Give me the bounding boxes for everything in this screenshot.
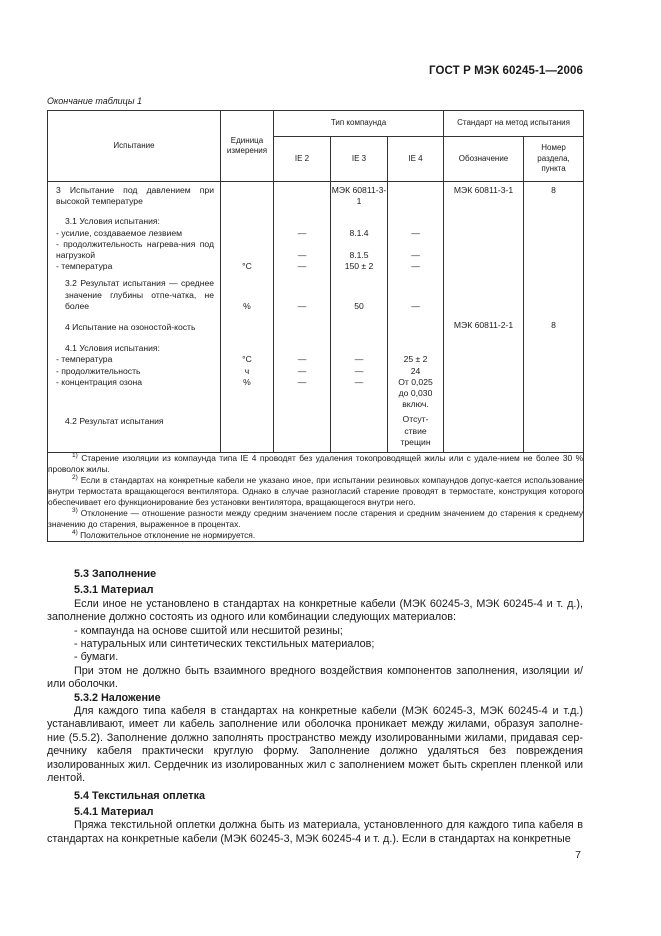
header-designation: Обозначение: [444, 137, 524, 182]
list-item: - бумаги.: [74, 651, 119, 664]
subsection-heading: 5.4.1 Материал: [74, 805, 154, 818]
table-row: 4.1 Условия испытания:: [48, 341, 584, 354]
table-row: - температура °С — 150 ± 2 —: [48, 261, 584, 272]
body-text: [47, 568, 583, 846]
note: $^{3)}$ Отклонение — отношение разности между средним значением после старения и средним значением до старения к среднему значению до старения, выраженное в процентах.: [48, 506, 584, 529]
page-number: 7: [575, 849, 581, 861]
header-standard: Стандарт на метод испытания: [444, 111, 584, 137]
table-row: - усилие, создаваемое лезвием — 8.1.4 —: [48, 228, 584, 239]
list-item: - компаунда на основе сшитой или несшитой резины;: [74, 624, 343, 637]
note: $^{2)}$ Если в стандартах на конкретные кабели не указано иное, при испытании резиновых компаундов допус-кается использование внутри термостата вращающегося вентилятора. Однако в случае разногласий старение проводят в термостате, конструкция которого обеспечивает его функционирование без установки вентилятора, вращающегося внутри него.: [48, 473, 584, 507]
table-caption: Окончание таблицы 1: [47, 96, 142, 106]
test-table: [47, 110, 584, 542]
paragraph: При этом не должно быть взаимного вредного воздействия компонентов заполнения, изоляции и/или оболочки.: [47, 664, 583, 691]
table-row: - продолжительность нагрева-ния под нагрузкой — 8.1.5 —: [48, 239, 584, 261]
document-header: ГОСТ Р МЭК 60245-1—2006: [429, 65, 583, 77]
table-row: - температура °С — — 25 ± 2: [48, 354, 584, 365]
section-heading: 5.4 Текстильная оплетка: [74, 789, 205, 802]
list-item: - натуральных или синтетических текстильных материалов;: [74, 638, 375, 651]
paragraph: Пряжа текстильной оплетки должна быть из материала, установленного для каждого типа кабеля в стандартах на конкретные кабели (МЭК 60245-3, МЭК 60245-4 и т. д.). Если в стандартах на конкретные: [47, 819, 583, 845]
table-row: - концентрация озона % — — От 0,025 до 0,030 включ.: [48, 377, 584, 411]
table-row: 4.2 Результат испытания Отсут-ствие трещин: [48, 414, 584, 448]
table-row: 3.1 Условия испытания:: [48, 214, 584, 227]
paragraph: Для каждого типа кабеля в стандартах на конкретные кабели (МЭК 60245-3, МЭК 60245-4 и т.д.) устанавливают, имеет ли кабель заполнение или оболочка проникает между жилами, образуя заполне-ние (5.5.2). Заполнение должно заполнять пространство между изолированными жилами, придавая сер-дечнику кабеля практически круглую форму. Заполнение должно удаляться без повреждения изолированных жил. Сердечник из изолированных жил с заполнением может быть скреплен пленкой или лентой.: [47, 705, 583, 785]
table-notes: [48, 452, 584, 541]
note: $^{1)}$ Старение изоляции из компаунда типа IE 4 проводят без удаления токопроводящей жилы или с удале-нием не более 30 % проволок жилы.: [48, 451, 584, 474]
header-ie3: IE 3: [331, 137, 388, 182]
header-section: Номер раздела, пункта: [524, 137, 584, 182]
note: $^{4)}$ Положительное отклонение не нормируется.: [72, 528, 256, 540]
header-test: Испытание: [48, 111, 221, 182]
subsection-heading: 5.3.2 Наложение: [74, 691, 161, 704]
table-row: 3.2 Результат испытания — среднее значение глубины отпе-чатка, не более % — 50 —: [48, 276, 584, 312]
table-row: 4 Испытание на озоностой-кость МЭК 60811-2-1 8: [48, 320, 584, 333]
table-row: - продолжительность ч — — 24: [48, 366, 584, 377]
header-unit: Единица измерения: [221, 111, 274, 182]
subsection-heading: 5.3.1 Материал: [74, 584, 154, 597]
table-row: 3 Испытание под давлением при высокой температуре МЭК 60811-3-1 МЭК 60811-3-1 8: [48, 182, 584, 208]
paragraph: Если иное не установлено в стандартах на конкретные кабели (МЭК 60245-3, МЭК 60245-4 и т. д.), заполнение должно состоять из одного или комбинации следующих материалов:: [47, 597, 583, 624]
header-compound-type: Тип компаунда: [274, 111, 444, 137]
section-heading: 5.3 Заполнение: [74, 568, 157, 580]
header-ie4: IE 4: [388, 137, 444, 182]
header-ie2: IE 2: [274, 137, 331, 182]
